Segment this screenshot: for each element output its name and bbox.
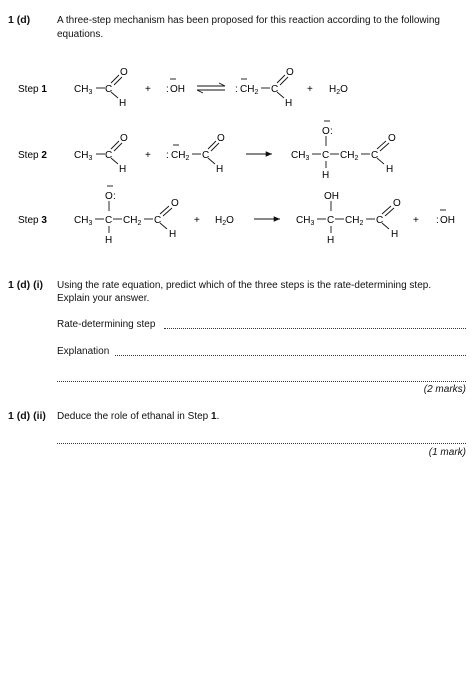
step-2-label: Step 2	[18, 150, 47, 161]
svg-text:C: C	[105, 84, 113, 95]
svg-text:H: H	[386, 164, 394, 175]
step-3-label: Step 3	[18, 215, 47, 226]
svg-text:O: O	[322, 126, 330, 137]
svg-text:CH3: $CH_3$	[74, 215, 93, 227]
svg-text:C: C	[371, 150, 379, 161]
svg-text:C: C	[327, 215, 335, 226]
mechanism-diagram	[0, 55, 474, 255]
svg-text:OH: OH	[170, 84, 185, 95]
svg-text:H: H	[322, 170, 330, 181]
question-1di-text-line2: Explain your answer.	[57, 293, 150, 304]
step-2-row	[18, 121, 396, 181]
question-1di-text-line1: Using the rate equation, predict which of the three steps is the rate-determining step.	[57, 280, 432, 291]
svg-text:O: O	[388, 133, 396, 144]
svg-text:C: C	[322, 150, 330, 161]
svg-text:H: H	[216, 164, 224, 175]
svg-text:CH3: $CH_3$	[74, 84, 93, 96]
svg-text::: :	[166, 150, 169, 161]
marks-1di: (2 marks)	[423, 384, 466, 395]
svg-text:CH3: $CH_3$	[291, 150, 310, 162]
plus-sign: +	[413, 215, 419, 226]
svg-text:C: C	[154, 215, 162, 226]
svg-text:CH2: $CH_2$	[340, 150, 359, 162]
question-1d-intro-line1: A three-step mechanism has been proposed for this reaction according to the following	[57, 15, 440, 26]
equilibrium-arrows	[197, 83, 225, 93]
rate-determining-step-label: Rate-determining step	[57, 319, 156, 330]
svg-text:H: H	[105, 235, 113, 246]
question-number-1d: 1 (d)	[8, 14, 31, 26]
enolate-carbanion-step1	[235, 67, 294, 109]
svg-text:O: O	[120, 67, 128, 78]
svg-text:C: C	[105, 215, 113, 226]
svg-text:O: O	[120, 133, 128, 144]
explanation-answer-line-1[interactable]	[115, 355, 466, 356]
svg-text:H: H	[169, 229, 177, 240]
svg-text:CH2: $CH_2$	[345, 215, 364, 227]
svg-text:H: H	[391, 229, 399, 240]
svg-text:C: C	[271, 84, 279, 95]
water: $H_2O$	[215, 215, 234, 227]
svg-text:CH2: $CH_2$	[240, 84, 259, 96]
hydroxide-ion	[436, 210, 455, 226]
plus-sign: +	[145, 84, 151, 95]
question-1dii-text: Deduce the role of ethanal in Step 1.	[57, 411, 220, 422]
explanation-answer-line-2[interactable]	[57, 381, 466, 382]
svg-text:O: O	[393, 198, 401, 209]
svg-text:C: C	[105, 150, 113, 161]
svg-text:OH: OH	[440, 215, 455, 226]
explanation-label: Explanation	[57, 346, 110, 357]
ethanal-step1	[74, 67, 128, 109]
svg-text:H: H	[119, 164, 127, 175]
hydroxide-ion	[166, 79, 185, 95]
role-of-ethanal-answer-line[interactable]	[57, 443, 466, 444]
svg-text:CH2: $CH_2$	[171, 150, 190, 162]
svg-text:O: O	[217, 133, 225, 144]
question-number-1dii: 1 (d) (ii)	[8, 410, 46, 422]
svg-text:H: H	[327, 235, 335, 246]
svg-text::: :	[235, 84, 238, 95]
alkoxide-intermediate-step2	[291, 121, 396, 181]
rate-determining-step-answer-line[interactable]	[164, 328, 466, 329]
svg-text:O: O	[105, 191, 113, 202]
question-number-1di: 1 (d) (i)	[8, 279, 43, 291]
enolate-carbanion-step2	[166, 133, 225, 175]
svg-text::: :	[330, 126, 333, 137]
alkoxide-intermediate-step3	[74, 186, 179, 246]
svg-text:CH3: $CH_3$	[296, 215, 315, 227]
svg-text:CH2: $CH_2$	[123, 215, 142, 227]
svg-text:H: H	[119, 98, 127, 109]
svg-text:OH: OH	[324, 191, 339, 202]
svg-text:O: O	[171, 198, 179, 209]
plus-sign: +	[194, 215, 200, 226]
svg-text:CH3: $CH_3$	[74, 150, 93, 162]
svg-text:C: C	[202, 150, 210, 161]
ethanal-step2	[74, 133, 128, 175]
step-1-row	[18, 67, 348, 109]
aldol-product	[296, 191, 401, 246]
svg-text::: :	[113, 191, 116, 202]
question-1d-intro-line2: equations.	[57, 29, 104, 40]
svg-text::: :	[166, 84, 169, 95]
marks-1dii: (1 mark)	[428, 447, 466, 458]
plus-sign: +	[307, 84, 313, 95]
water: $H_2O$	[329, 84, 348, 96]
step-1-label: Step 1	[18, 84, 47, 95]
svg-text:H: H	[285, 98, 293, 109]
plus-sign: +	[145, 150, 151, 161]
svg-text::: :	[436, 215, 439, 226]
svg-text:C: C	[376, 215, 384, 226]
step-3-row	[18, 186, 455, 246]
svg-text:O: O	[286, 67, 294, 78]
